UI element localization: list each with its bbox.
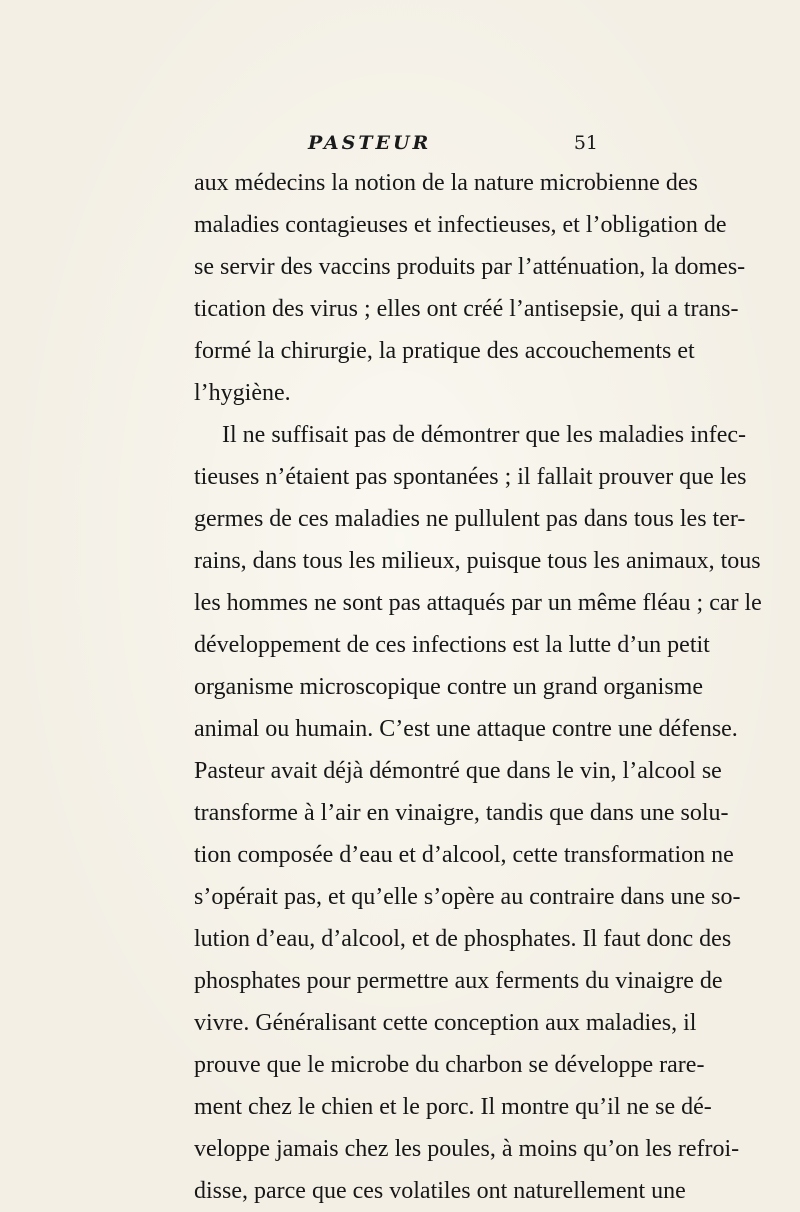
text-line: animal ou humain. C’est une attaque contre une défense. [194,716,738,742]
text-line: aux médecins la notion de la nature microbienne des [194,170,698,196]
text-line: tion composée d’eau et d’alcool, cette transformation ne [194,842,734,868]
text-line: vivre. Généralisant cette conception aux maladies, il [194,1010,697,1036]
text-line: ment chez le chien et le porc. Il montre qu’il ne se dé- [194,1094,712,1120]
text-line: se servir des vaccins produits par l’atténuation, la domes- [194,254,746,280]
text-line: lution d’eau, d’alcool, et de phosphates. Il faut donc des [194,926,732,952]
text-line: organisme microscopique contre un grand organisme [194,674,703,700]
running-title: PASTEUR [308,132,432,154]
text-line: germes de ces maladies ne pullulent pas dans tous les ter- [194,506,746,532]
text-line: rains, dans tous les milieux, puisque tous les animaux, tous [194,548,761,574]
text-line: tication des virus ; elles ont créé l’antisepsie, qui a trans- [194,296,739,322]
text-line: tieuses n’étaient pas spontanées ; il fallait prouver que les [194,464,747,490]
text-line: formé la chirurgie, la pratique des accouchements et [194,338,695,364]
text-line: maladies contagieuses et infectieuses, et l’obligation de [194,212,727,238]
text-line: Pasteur avait déjà démontré que dans le vin, l’alcool se [194,758,722,784]
text-line: les hommes ne sont pas attaqués par un même fléau ; car le [194,590,762,616]
text-line: développement de ces infections est la lutte d’un petit [194,632,710,658]
text-line: phosphates pour permettre aux ferments du vinaigre de [194,968,723,994]
page-header [258,132,600,162]
text-line: disse, parce que ces volatiles ont naturellement une [194,1178,686,1204]
text-line: veloppe jamais chez les poules, à moins qu’on les refroi- [194,1136,740,1162]
text-line: l’hygiène. [194,380,291,406]
text-line: Il ne suffisait pas de démontrer que les maladies infec- [222,422,747,448]
text-line: prouve que le microbe du charbon se développe rare- [194,1052,705,1078]
text-line: transforme à l’air en vinaigre, tandis que dans une solu- [194,800,729,826]
text-line: s’opérait pas, et qu’elle s’opère au contraire dans une so- [194,884,741,910]
body-text [194,162,762,1212]
page-number: 51 [573,132,598,154]
